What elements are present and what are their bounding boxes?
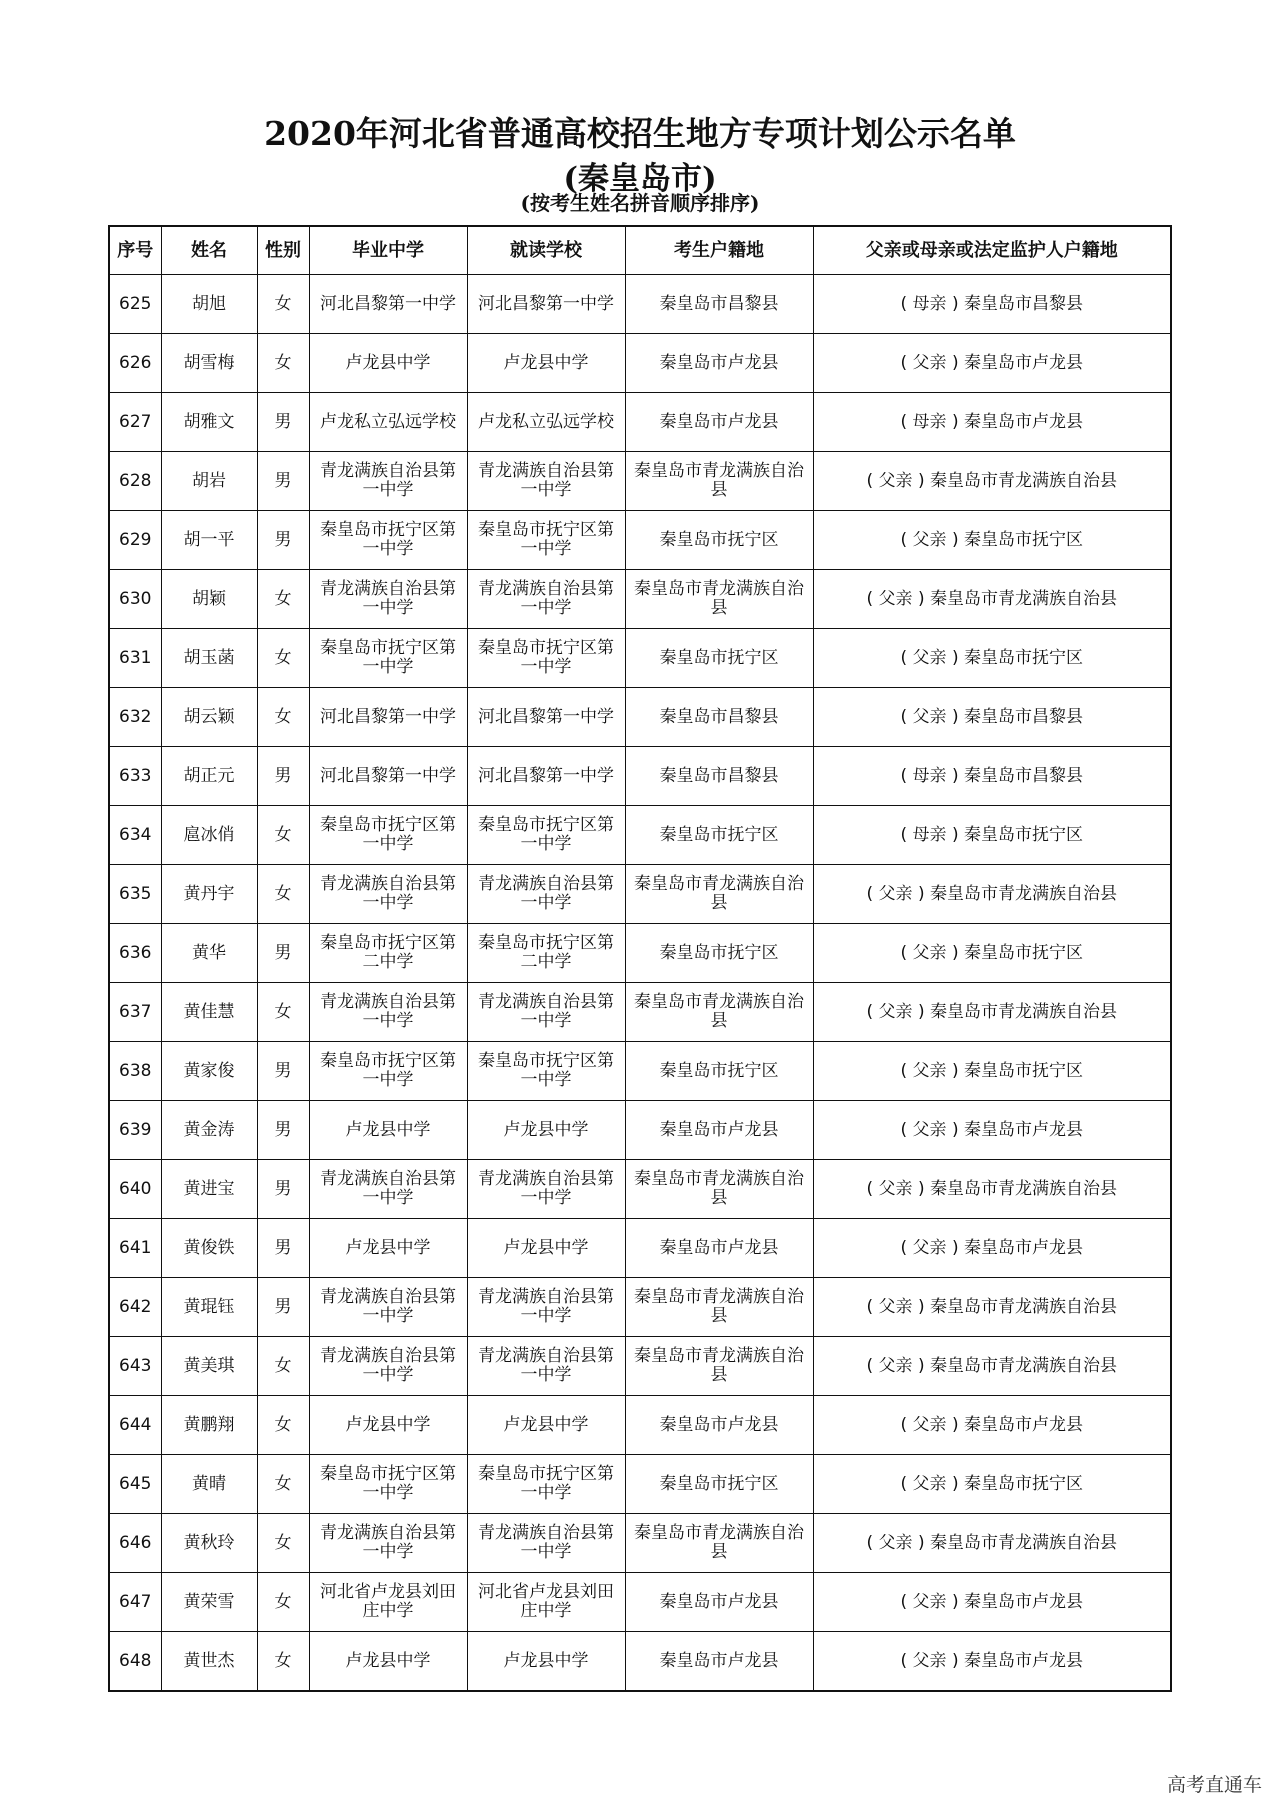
table-row (109, 570, 1171, 629)
cell-name: 黄荣雪 (161, 1573, 257, 1632)
cell-hukou: 秦皇岛市卢龙县 (625, 1573, 813, 1632)
cell-seq: 635 (109, 865, 161, 924)
cell-gender: 男 (257, 511, 309, 570)
cell-school: 卢龙县中学 (467, 1219, 625, 1278)
cell-grad-school: 秦皇岛市抚宁区第一中学 (309, 1455, 467, 1514)
cell-guardian-hukou: ( 父亲 ) 秦皇岛市卢龙县 (813, 1101, 1171, 1160)
cell-school: 卢龙县中学 (467, 1632, 625, 1692)
cell-school: 卢龙县中学 (467, 1101, 625, 1160)
cell-gender: 女 (257, 983, 309, 1042)
cell-name: 胡岩 (161, 452, 257, 511)
cell-hukou: 秦皇岛市青龙满族自治县 (625, 452, 813, 511)
cell-hukou: 秦皇岛市青龙满族自治县 (625, 570, 813, 629)
table-row (109, 688, 1171, 747)
cell-hukou: 秦皇岛市卢龙县 (625, 334, 813, 393)
cell-grad-school: 河北昌黎第一中学 (309, 688, 467, 747)
cell-name: 黄美琪 (161, 1337, 257, 1396)
cell-guardian-hukou: ( 父亲 ) 秦皇岛市抚宁区 (813, 511, 1171, 570)
cell-seq: 644 (109, 1396, 161, 1455)
cell-name: 黄佳慧 (161, 983, 257, 1042)
page-subtitle: (秦皇岛市) (563, 161, 717, 197)
cell-school: 河北昌黎第一中学 (467, 688, 625, 747)
table-row (109, 334, 1171, 393)
cell-seq: 647 (109, 1573, 161, 1632)
cell-seq: 637 (109, 983, 161, 1042)
table-row (109, 511, 1171, 570)
table-row (109, 1514, 1171, 1573)
cell-guardian-hukou: ( 父亲 ) 秦皇岛市卢龙县 (813, 1219, 1171, 1278)
cell-hukou: 秦皇岛市抚宁区 (625, 806, 813, 865)
cell-gender: 女 (257, 629, 309, 688)
cell-seq: 630 (109, 570, 161, 629)
cell-hukou: 秦皇岛市卢龙县 (625, 1632, 813, 1692)
cell-school: 青龙满族自治县第一中学 (467, 1160, 625, 1219)
cell-hukou: 秦皇岛市昌黎县 (625, 747, 813, 806)
cell-seq: 634 (109, 806, 161, 865)
table-row (109, 806, 1171, 865)
cell-hukou: 秦皇岛市卢龙县 (625, 1219, 813, 1278)
cell-school: 河北昌黎第一中学 (467, 747, 625, 806)
cell-grad-school: 秦皇岛市抚宁区第一中学 (309, 629, 467, 688)
cell-grad-school: 卢龙县中学 (309, 1396, 467, 1455)
cell-gender: 女 (257, 1337, 309, 1396)
table-row (109, 865, 1171, 924)
cell-hukou: 秦皇岛市青龙满族自治县 (625, 1337, 813, 1396)
cell-gender: 男 (257, 1278, 309, 1337)
cell-seq: 646 (109, 1514, 161, 1573)
cell-seq: 633 (109, 747, 161, 806)
cell-seq: 643 (109, 1337, 161, 1396)
cell-school: 秦皇岛市抚宁区第一中学 (467, 1042, 625, 1101)
cell-hukou: 秦皇岛市抚宁区 (625, 511, 813, 570)
cell-grad-school: 卢龙县中学 (309, 1219, 467, 1278)
cell-gender: 女 (257, 570, 309, 629)
cell-gender: 男 (257, 1101, 309, 1160)
table-body (109, 275, 1171, 1692)
cell-guardian-hukou: ( 父亲 ) 秦皇岛市抚宁区 (813, 1042, 1171, 1101)
cell-gender: 男 (257, 924, 309, 983)
cell-grad-school: 卢龙县中学 (309, 1101, 467, 1160)
cell-school: 青龙满族自治县第一中学 (467, 865, 625, 924)
cell-gender: 男 (257, 1042, 309, 1101)
header-seq: 序号 (109, 226, 161, 275)
cell-guardian-hukou: ( 父亲 ) 秦皇岛市青龙满族自治县 (813, 1278, 1171, 1337)
cell-name: 胡玉菡 (161, 629, 257, 688)
cell-hukou: 秦皇岛市卢龙县 (625, 1101, 813, 1160)
cell-school: 青龙满族自治县第一中学 (467, 1337, 625, 1396)
table-header (109, 226, 1171, 275)
table-row (109, 1632, 1171, 1692)
cell-school: 秦皇岛市抚宁区第一中学 (467, 511, 625, 570)
cell-hukou: 秦皇岛市抚宁区 (625, 1042, 813, 1101)
cell-seq: 625 (109, 275, 161, 334)
cell-grad-school: 秦皇岛市抚宁区第一中学 (309, 1042, 467, 1101)
cell-hukou: 秦皇岛市卢龙县 (625, 1396, 813, 1455)
cell-guardian-hukou: ( 父亲 ) 秦皇岛市抚宁区 (813, 629, 1171, 688)
cell-hukou: 秦皇岛市卢龙县 (625, 393, 813, 452)
cell-gender: 女 (257, 865, 309, 924)
cell-school: 卢龙私立弘远学校 (467, 393, 625, 452)
footer-watermark: 高考直通车 (1166, 1774, 1262, 1796)
cell-grad-school: 青龙满族自治县第一中学 (309, 570, 467, 629)
cell-grad-school: 秦皇岛市抚宁区第二中学 (309, 924, 467, 983)
sort-note: (按考生姓名拼音顺序排序) (520, 191, 760, 215)
cell-guardian-hukou: ( 父亲 ) 秦皇岛市抚宁区 (813, 924, 1171, 983)
cell-seq: 641 (109, 1219, 161, 1278)
cell-guardian-hukou: ( 母亲 ) 秦皇岛市昌黎县 (813, 275, 1171, 334)
cell-seq: 632 (109, 688, 161, 747)
table-row (109, 629, 1171, 688)
cell-gender: 女 (257, 1514, 309, 1573)
table-row (109, 452, 1171, 511)
cell-gender: 男 (257, 393, 309, 452)
cell-guardian-hukou: ( 父亲 ) 秦皇岛市卢龙县 (813, 1632, 1171, 1692)
cell-name: 胡一平 (161, 511, 257, 570)
cell-grad-school: 秦皇岛市抚宁区第一中学 (309, 806, 467, 865)
cell-guardian-hukou: ( 父亲 ) 秦皇岛市青龙满族自治县 (813, 570, 1171, 629)
cell-grad-school: 青龙满族自治县第一中学 (309, 1337, 467, 1396)
cell-school: 青龙满族自治县第一中学 (467, 570, 625, 629)
cell-guardian-hukou: ( 父亲 ) 秦皇岛市青龙满族自治县 (813, 983, 1171, 1042)
cell-name: 扈冰俏 (161, 806, 257, 865)
cell-grad-school: 河北省卢龙县刘田庄中学 (309, 1573, 467, 1632)
cell-seq: 645 (109, 1455, 161, 1514)
cell-name: 黄华 (161, 924, 257, 983)
cell-name: 黄琨钰 (161, 1278, 257, 1337)
table-row (109, 1042, 1171, 1101)
cell-grad-school: 河北昌黎第一中学 (309, 275, 467, 334)
cell-seq: 640 (109, 1160, 161, 1219)
cell-seq: 642 (109, 1278, 161, 1337)
cell-grad-school: 青龙满族自治县第一中学 (309, 1160, 467, 1219)
table-row (109, 1396, 1171, 1455)
cell-name: 胡雅文 (161, 393, 257, 452)
cell-school: 卢龙县中学 (467, 1396, 625, 1455)
cell-grad-school: 卢龙县中学 (309, 1632, 467, 1692)
table-row (109, 1337, 1171, 1396)
cell-guardian-hukou: ( 父亲 ) 秦皇岛市青龙满族自治县 (813, 865, 1171, 924)
cell-name: 黄金涛 (161, 1101, 257, 1160)
header-row (109, 226, 1171, 275)
cell-hukou: 秦皇岛市抚宁区 (625, 924, 813, 983)
table-row (109, 1219, 1171, 1278)
cell-gender: 男 (257, 452, 309, 511)
cell-grad-school: 河北昌黎第一中学 (309, 747, 467, 806)
cell-grad-school: 青龙满族自治县第一中学 (309, 865, 467, 924)
cell-seq: 639 (109, 1101, 161, 1160)
header-gender: 性别 (257, 226, 309, 275)
cell-seq: 638 (109, 1042, 161, 1101)
table-row (109, 983, 1171, 1042)
cell-grad-school: 卢龙私立弘远学校 (309, 393, 467, 452)
cell-guardian-hukou: ( 父亲 ) 秦皇岛市青龙满族自治县 (813, 1514, 1171, 1573)
cell-school: 秦皇岛市抚宁区第二中学 (467, 924, 625, 983)
cell-school: 河北昌黎第一中学 (467, 275, 625, 334)
header-guardian-hukou: 父亲或母亲或法定监护人户籍地 (813, 226, 1171, 275)
cell-name: 黄丹宇 (161, 865, 257, 924)
table-row (109, 1101, 1171, 1160)
cell-seq: 648 (109, 1632, 161, 1692)
header-hukou: 考生户籍地 (625, 226, 813, 275)
cell-school: 青龙满族自治县第一中学 (467, 1278, 625, 1337)
cell-grad-school: 青龙满族自治县第一中学 (309, 452, 467, 511)
cell-name: 黄家俊 (161, 1042, 257, 1101)
page-title: 2020年河北省普通高校招生地方专项计划公示名单 (264, 114, 1016, 153)
cell-gender: 女 (257, 334, 309, 393)
cell-hukou: 秦皇岛市抚宁区 (625, 629, 813, 688)
cell-gender: 女 (257, 1396, 309, 1455)
table-row (109, 1455, 1171, 1514)
cell-name: 黄晴 (161, 1455, 257, 1514)
table-row (109, 1278, 1171, 1337)
cell-name: 黄秋玲 (161, 1514, 257, 1573)
cell-school: 秦皇岛市抚宁区第一中学 (467, 629, 625, 688)
cell-name: 黄世杰 (161, 1632, 257, 1692)
cell-guardian-hukou: ( 母亲 ) 秦皇岛市卢龙县 (813, 393, 1171, 452)
cell-guardian-hukou: ( 母亲 ) 秦皇岛市抚宁区 (813, 806, 1171, 865)
cell-guardian-hukou: ( 父亲 ) 秦皇岛市青龙满族自治县 (813, 452, 1171, 511)
cell-name: 黄俊铁 (161, 1219, 257, 1278)
cell-gender: 女 (257, 1455, 309, 1514)
cell-gender: 女 (257, 1573, 309, 1632)
cell-school: 青龙满族自治县第一中学 (467, 983, 625, 1042)
cell-hukou: 秦皇岛市昌黎县 (625, 275, 813, 334)
cell-gender: 男 (257, 1219, 309, 1278)
cell-grad-school: 青龙满族自治县第一中学 (309, 1278, 467, 1337)
cell-guardian-hukou: ( 父亲 ) 秦皇岛市卢龙县 (813, 334, 1171, 393)
cell-school: 卢龙县中学 (467, 334, 625, 393)
cell-seq: 629 (109, 511, 161, 570)
cell-name: 黄进宝 (161, 1160, 257, 1219)
cell-grad-school: 秦皇岛市抚宁区第一中学 (309, 511, 467, 570)
cell-grad-school: 青龙满族自治县第一中学 (309, 983, 467, 1042)
cell-seq: 636 (109, 924, 161, 983)
cell-guardian-hukou: ( 父亲 ) 秦皇岛市青龙满族自治县 (813, 1160, 1171, 1219)
cell-guardian-hukou: ( 父亲 ) 秦皇岛市抚宁区 (813, 1455, 1171, 1514)
cell-grad-school: 青龙满族自治县第一中学 (309, 1514, 467, 1573)
cell-gender: 女 (257, 1632, 309, 1692)
cell-guardian-hukou: ( 父亲 ) 秦皇岛市昌黎县 (813, 688, 1171, 747)
table-row (109, 1573, 1171, 1632)
cell-school: 青龙满族自治县第一中学 (467, 1514, 625, 1573)
cell-hukou: 秦皇岛市青龙满族自治县 (625, 865, 813, 924)
cell-hukou: 秦皇岛市青龙满族自治县 (625, 1278, 813, 1337)
cell-seq: 626 (109, 334, 161, 393)
cell-hukou: 秦皇岛市昌黎县 (625, 688, 813, 747)
cell-name: 胡云颖 (161, 688, 257, 747)
cell-guardian-hukou: ( 父亲 ) 秦皇岛市青龙满族自治县 (813, 1337, 1171, 1396)
cell-hukou: 秦皇岛市青龙满族自治县 (625, 983, 813, 1042)
cell-gender: 女 (257, 688, 309, 747)
header-name: 姓名 (161, 226, 257, 275)
cell-gender: 女 (257, 275, 309, 334)
cell-name: 胡雪梅 (161, 334, 257, 393)
cell-name: 胡正元 (161, 747, 257, 806)
cell-seq: 628 (109, 452, 161, 511)
cell-school: 河北省卢龙县刘田庄中学 (467, 1573, 625, 1632)
table-row (109, 924, 1171, 983)
table-row (109, 275, 1171, 334)
cell-seq: 631 (109, 629, 161, 688)
header-school: 就读学校 (467, 226, 625, 275)
roster-table (108, 225, 1172, 1692)
cell-name: 胡颖 (161, 570, 257, 629)
table-row (109, 393, 1171, 452)
cell-gender: 女 (257, 806, 309, 865)
cell-guardian-hukou: ( 父亲 ) 秦皇岛市卢龙县 (813, 1573, 1171, 1632)
cell-seq: 627 (109, 393, 161, 452)
cell-grad-school: 卢龙县中学 (309, 334, 467, 393)
table-row (109, 1160, 1171, 1219)
cell-school: 青龙满族自治县第一中学 (467, 452, 625, 511)
cell-gender: 男 (257, 747, 309, 806)
cell-school: 秦皇岛市抚宁区第一中学 (467, 806, 625, 865)
cell-hukou: 秦皇岛市青龙满族自治县 (625, 1160, 813, 1219)
cell-gender: 男 (257, 1160, 309, 1219)
cell-hukou: 秦皇岛市青龙满族自治县 (625, 1514, 813, 1573)
cell-school: 秦皇岛市抚宁区第一中学 (467, 1455, 625, 1514)
cell-guardian-hukou: ( 父亲 ) 秦皇岛市卢龙县 (813, 1396, 1171, 1455)
cell-hukou: 秦皇岛市抚宁区 (625, 1455, 813, 1514)
cell-name: 黄鹏翔 (161, 1396, 257, 1455)
table-row (109, 747, 1171, 806)
header-grad-school: 毕业中学 (309, 226, 467, 275)
cell-name: 胡旭 (161, 275, 257, 334)
cell-guardian-hukou: ( 母亲 ) 秦皇岛市昌黎县 (813, 747, 1171, 806)
